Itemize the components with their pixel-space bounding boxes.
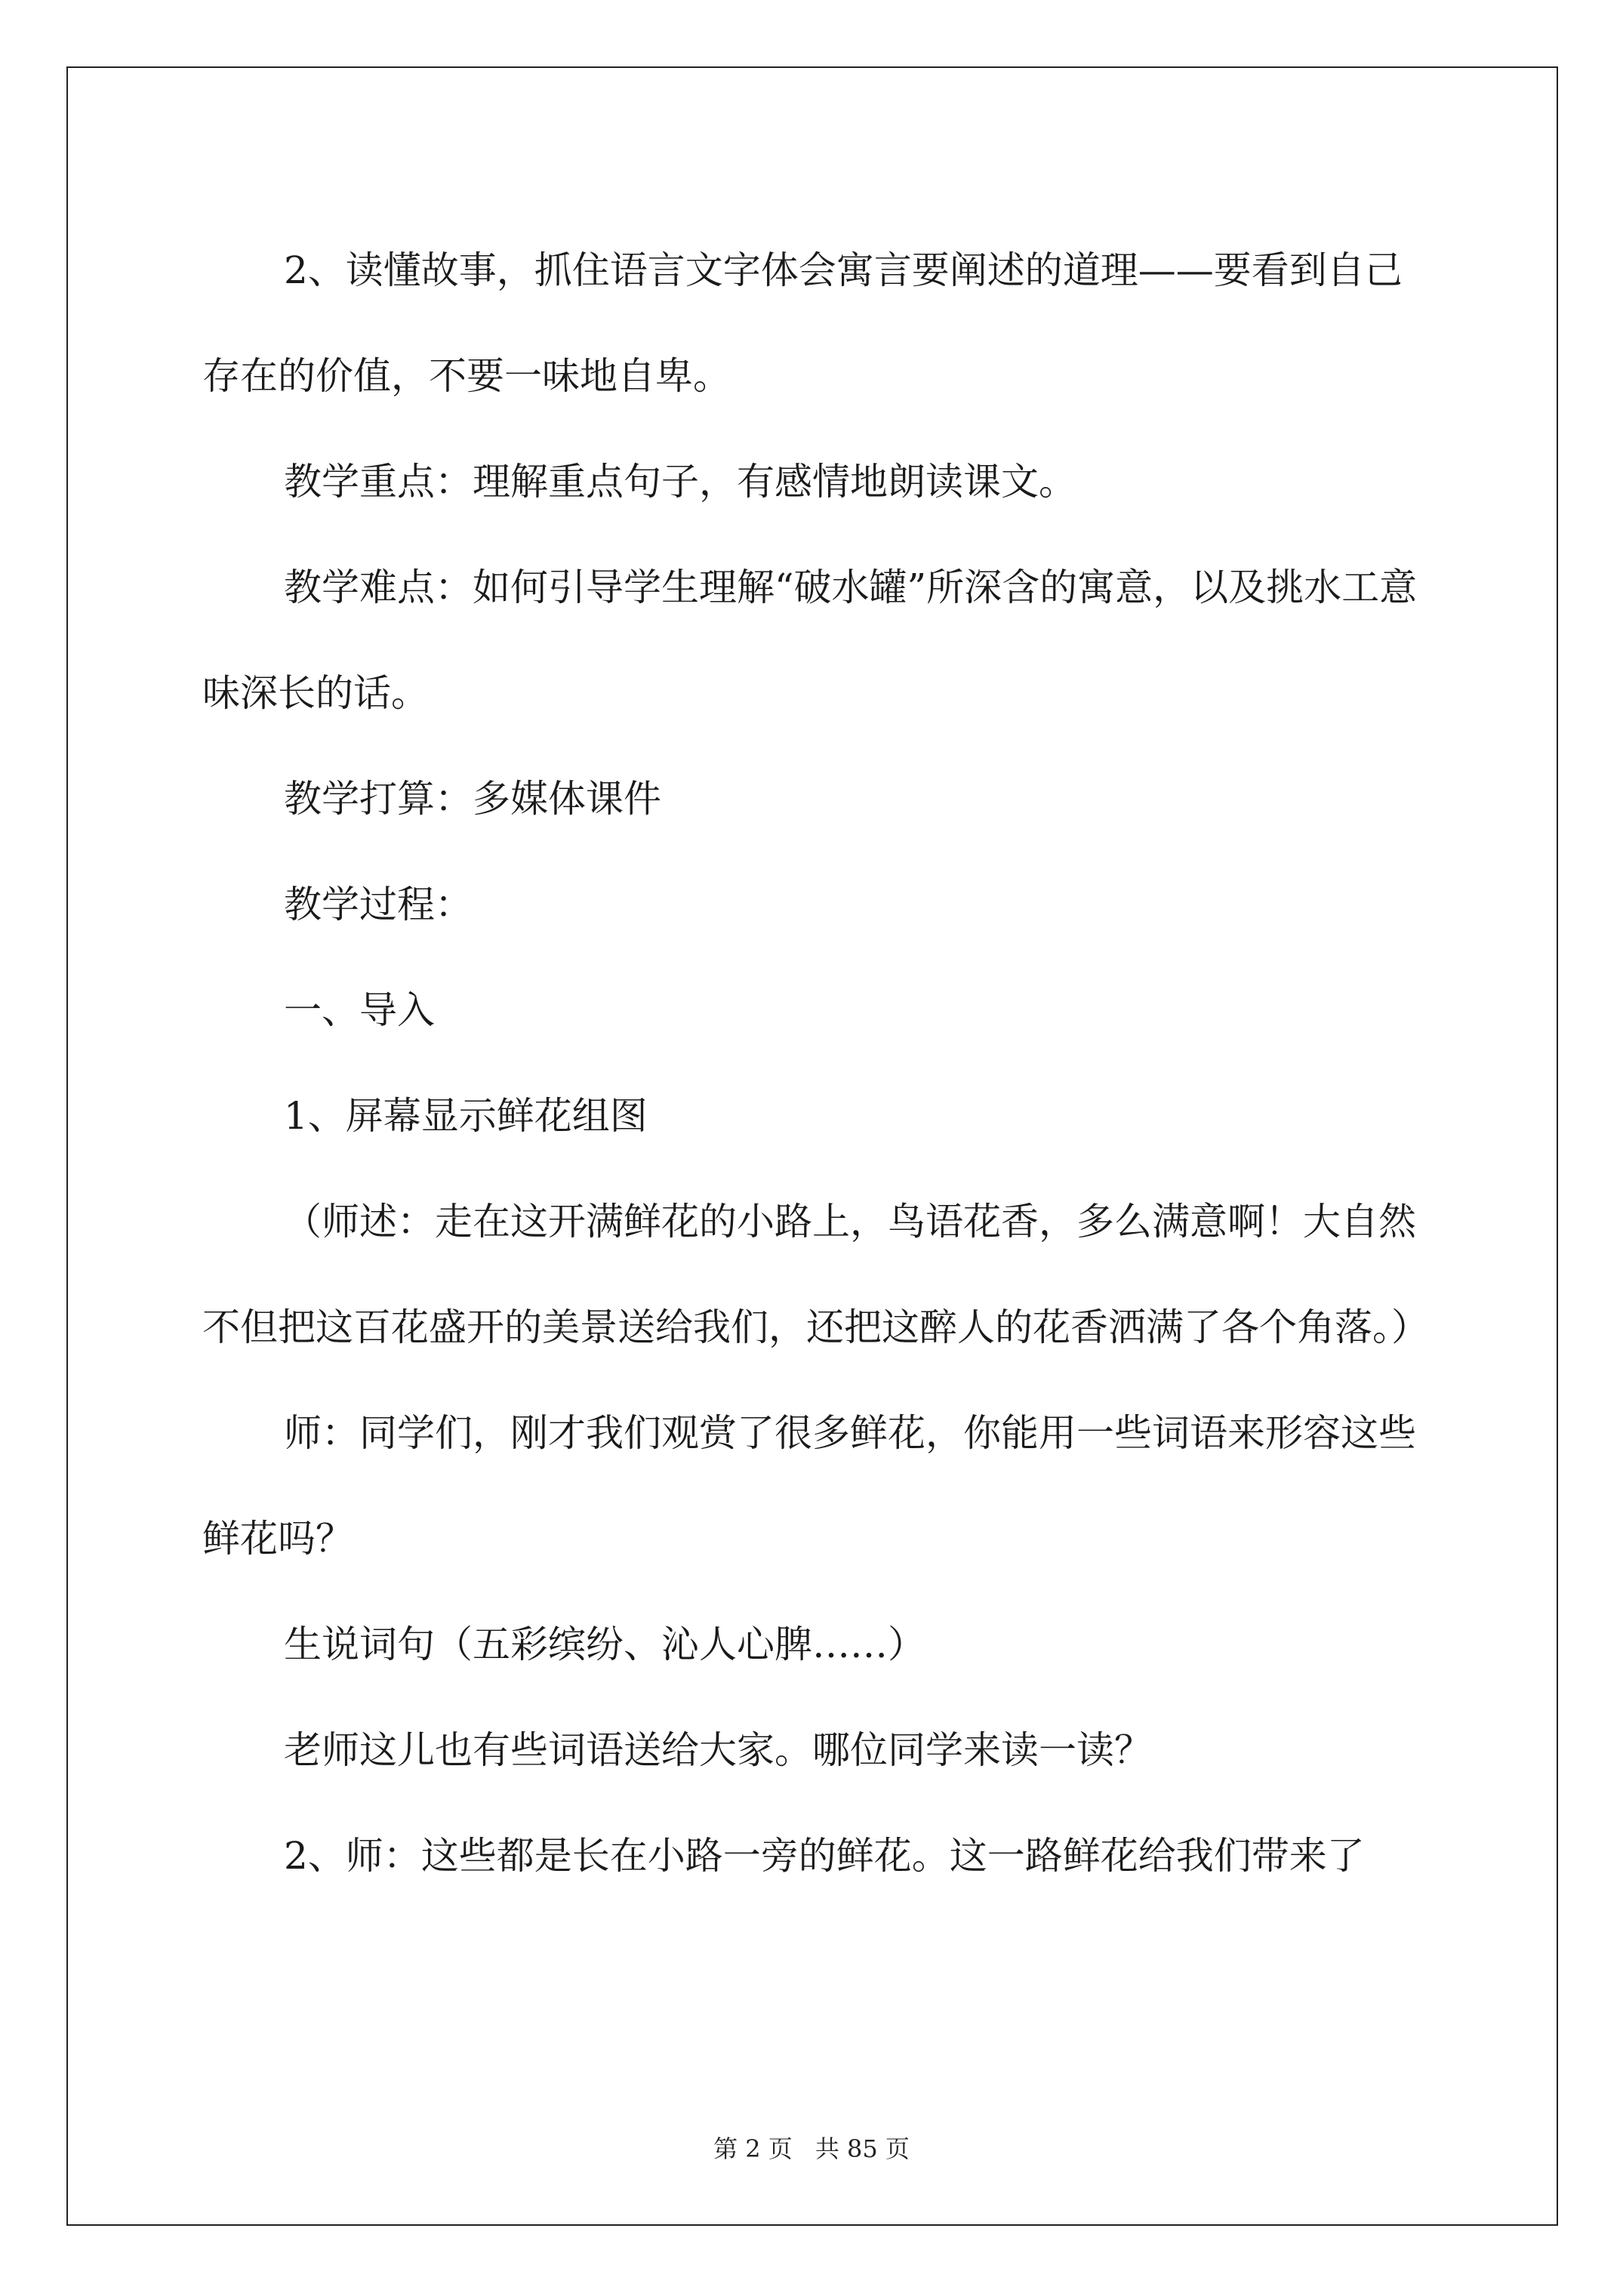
- paragraph: 2、师：这些都是长在小路一旁的鲜花。这一路鲜花给我们带来了: [284, 1834, 1365, 1878]
- paragraph: 师：同学们，刚才我们观赏了很多鲜花，你能用一些词语来形容这些鲜花吗？: [202, 1411, 1416, 1561]
- page-footer: [0, 2134, 1623, 2164]
- paragraph: 1、屏幕显示鲜花组图: [284, 1094, 648, 1138]
- paragraph: 一、导入: [284, 988, 435, 1032]
- paragraph: 教学过程：: [284, 883, 473, 926]
- paragraph: 2、读懂故事，抓住语言文字体会寓言要阐述的道理——要看到自己存在的价值，不要一味地自卑。: [202, 248, 1403, 398]
- paragraph: 生说词句（五彩缤纷、沁人心脾……）: [284, 1623, 925, 1666]
- page-number: 第 2 页: [713, 2134, 793, 2163]
- paragraph: 教学难点：如何引导学生理解“破水罐”所深含的寓意，以及挑水工意味深长的话。: [202, 566, 1418, 715]
- page-total: 共 85 页: [815, 2134, 910, 2163]
- paragraph: （师述：走在这开满鲜花的小路上，鸟语花香，多么满意啊！大自然不但把这百花盛开的美景送给我们，还把这醉人的花香洒满了各个角落。）: [202, 1200, 1429, 1349]
- paragraph: 教学打算：多媒体课件: [284, 777, 661, 821]
- paragraph: 教学重点：理解重点句子，有感情地朗读课文。: [284, 460, 1076, 504]
- document-body: [202, 217, 1431, 1909]
- paragraph: 老师这儿也有些词语送给大家。哪位同学来读一读？: [284, 1728, 1152, 1772]
